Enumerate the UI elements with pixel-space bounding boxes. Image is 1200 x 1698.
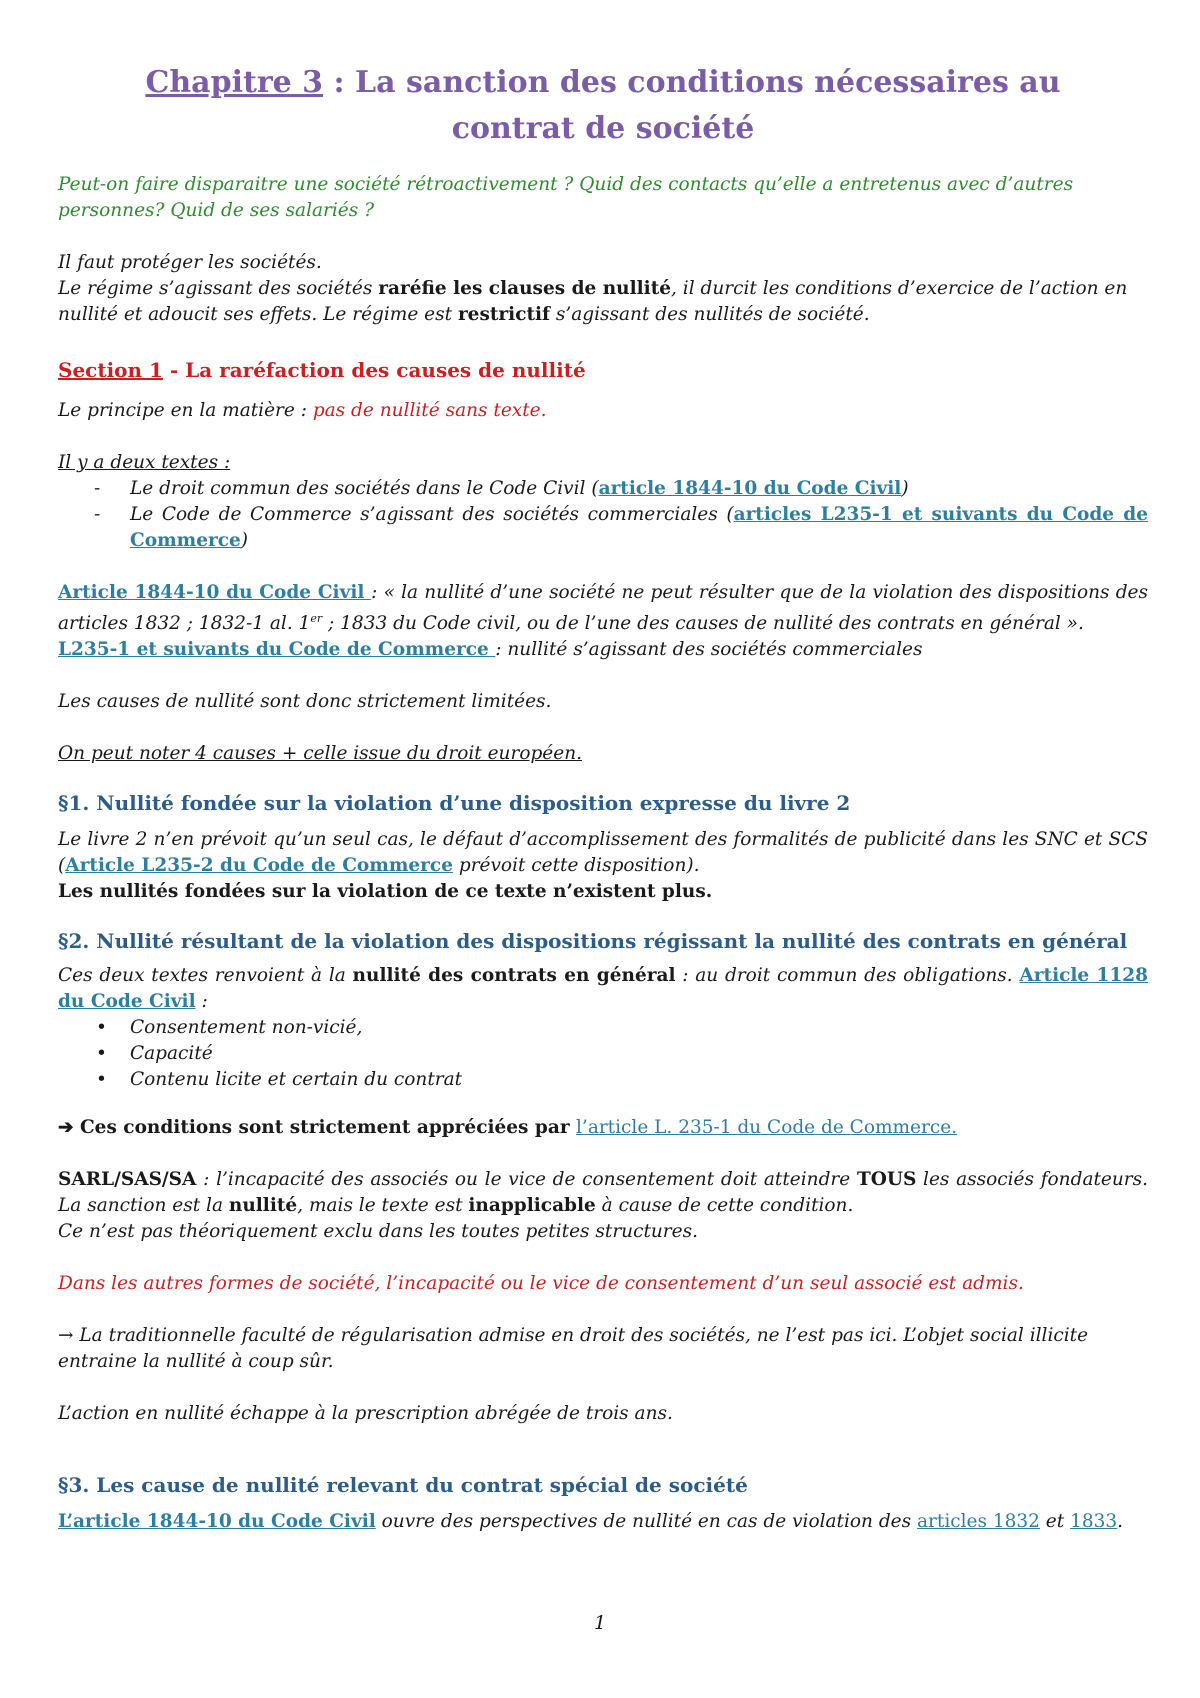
list-item: • Capacité: [58, 1041, 1148, 1067]
autres-formes: Dans les autres formes de société, l’incapacité ou le vice de consentement d’un seul associé est admis.: [58, 1273, 1024, 1295]
chapter-title: : La sanction des conditions nécessaires au contrat de société: [323, 65, 1061, 146]
p2-text: Ces deux textes renvoient à la nullité des contrats en général : au droit commun des obligations. Article 1128 du Code Civil :: [58, 965, 1148, 1013]
causes-limited: Les causes de nullité sont donc strictement limitées.: [58, 691, 552, 713]
page-number: 1: [593, 1612, 607, 1634]
link-article-1833[interactable]: 1833: [1070, 1511, 1118, 1533]
p3-heading: §3. Les cause de nullité relevant du contrat spécial de société: [58, 1473, 748, 1498]
sarl-note: Ce n’est pas théoriquement exclu dans les toutes petites structures.: [58, 1221, 698, 1243]
arrow-right-icon: ➔: [58, 1117, 80, 1139]
arrow-icon: →: [58, 1325, 74, 1347]
l235-line: L235-1 et suivants du Code de Commerce : nullité s’agissant des sociétés commerciales: [58, 639, 923, 661]
intro-line1: Il faut protéger les sociétés.: [58, 252, 322, 273]
arrow-line: ➔ Ces conditions sont strictement appréciées par l’article L. 235-1 du Code de Commerce.: [58, 1117, 958, 1139]
article-1844-quote: Article 1844-10 du Code Civil : « la nullité d’une société ne peut résulter que de la violation des dispositions des articles 1832 ; 1832-1 al. 1er ; 1833 du Code civil, ou de l’une des causes de nullité des contrats en général ».: [58, 582, 1148, 635]
section1-heading: Section 1 - La raréfaction des causes de nullité: [58, 358, 586, 382]
link-articles-l235-1[interactable]: articles L235-1 et suivants du Code de Commerce: [130, 504, 1148, 551]
link-article-1844-10[interactable]: article 1844-10 du Code Civil: [598, 478, 902, 499]
page-title: [88, 60, 1118, 152]
link-article-1844-10-quote[interactable]: Article 1844-10 du Code Civil: [58, 582, 372, 603]
link-article-1832[interactable]: articles 1832: [917, 1511, 1040, 1533]
intro-question: Peut-on faire disparaitre une société rétroactivement ? Quid des contacts qu’elle a entretenus avec d’autres personnes? Quid de ses salariés ?: [58, 174, 1074, 221]
p1-text: Le livre 2 n’en prévoit qu’un seul cas, le défaut d’accomplissement des formalités de publicité dans les SNC et SCS (Article L235-2 du Code de Commerce prévoit cette disposition).: [58, 829, 1148, 877]
intro-line2: Le régime s’agissant des sociétés raréfie les clauses de nullité, il durcit les conditions d’exercice de l’action en nullité et adoucit ses effets. Le régime est restrictif s’agissant des nullités de société.: [58, 278, 1128, 325]
link-article-l235-2[interactable]: Article L235-2 du Code de Commerce: [65, 855, 453, 877]
principe-line: Le principe en la matière : pas de nullité sans texte.: [58, 400, 547, 421]
link-l235-1[interactable]: L235-1 et suivants du Code de Commerce: [58, 639, 496, 661]
traditionnelle-line: → La traditionnelle faculté de régularisation admise en droit des sociétés, ne l’est pas ici. L’objet social illicite entraine la nullité à coup sûr.: [58, 1325, 1089, 1373]
p1-bold: Les nullités fondées sur la violation de ce texte n’existent plus.: [58, 881, 713, 903]
p3-text: L’article 1844-10 du Code Civil ouvre des perspectives de nullité en cas de violation des articles 1832 et 1833.: [58, 1511, 1124, 1533]
conditions-list: [58, 1015, 1148, 1093]
list-item: - Le droit commun des sociétés dans le Code Civil (article 1844-10 du Code Civil): [58, 476, 1148, 502]
p2-heading: §2. Nullité résultant de la violation des dispositions régissant la nullité des contrats en général: [58, 929, 1128, 954]
link-article-1128[interactable]: Article 1128 du Code Civil: [58, 965, 1148, 1013]
causes-note: On peut noter 4 causes + celle issue du droit européen.: [58, 743, 582, 765]
list-item: • Contenu licite et certain du contrat: [58, 1067, 1148, 1093]
textes-list: [58, 476, 1148, 554]
textes-heading: Il y a deux textes :: [58, 452, 231, 473]
link-article-l235-1-arrow[interactable]: l’article L. 235-1 du Code de Commerce.: [576, 1117, 958, 1139]
list-item: - Le Code de Commerce s’agissant des sociétés commerciales (articles L235-1 et suivants du Code de Commerce): [58, 502, 1148, 554]
sarl-paragraph: SARL/SAS/SA : l’incapacité des associés ou le vice de consentement doit atteindre TOUS les associés fondateurs. La sanction est la nullité, mais le texte est inapplicable à cause de cette condition.: [58, 1169, 1148, 1217]
link-article-1844-10-p3[interactable]: L’article 1844-10 du Code Civil: [58, 1511, 376, 1533]
list-item: • Consentement non-vicié,: [58, 1015, 1148, 1041]
chapter-label: Chapitre 3: [145, 65, 324, 100]
p1-heading: §1. Nullité fondée sur la violation d’une disposition expresse du livre 2: [58, 791, 851, 816]
action-line: L’action en nullité échappe à la prescription abrégée de trois ans.: [58, 1403, 673, 1425]
